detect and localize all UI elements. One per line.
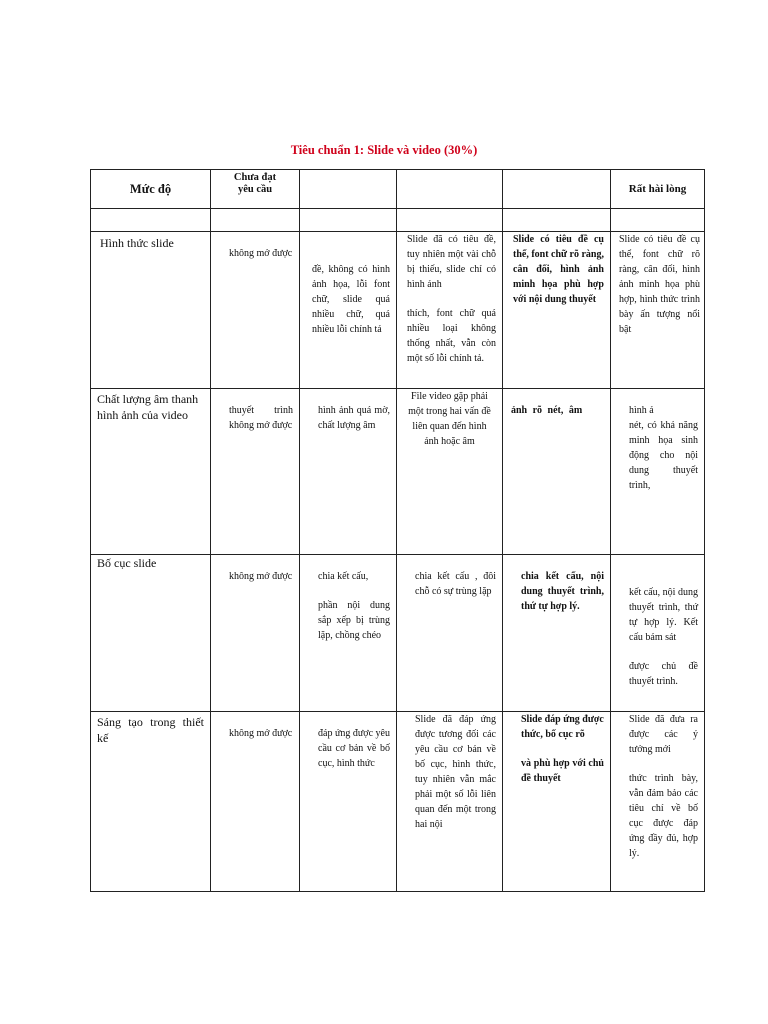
table-row: [91, 712, 705, 892]
blank-cell: [503, 209, 611, 232]
header-empty-1: [300, 170, 397, 209]
rating-cell: File video gặp phải một trong hai vấn đề liên quan đến hình ảnh hoặc âm: [397, 389, 503, 555]
header-not-met: Chưa đạt yêu cầu: [211, 170, 300, 209]
rubric-table: [90, 169, 705, 892]
header-row: [91, 170, 705, 209]
criterion-cell: Chất lượng âm thanh hình ảnh của video: [91, 389, 211, 555]
rating-cell: không mở được: [211, 712, 300, 892]
rating-cell: không mở được: [211, 555, 300, 712]
rating-cell: hình ả nét, có khả năng minh họa sinh động cho nội dung thuyết trình,: [611, 389, 705, 555]
rating-cell: Slide đã có tiêu đề, tuy nhiên một vài chỗ bị thiếu, slide chỉ có hình ảnh thích, font chữ quá nhiều loại không thống nhất, vẫn còn một số lỗi chính tả.: [397, 232, 503, 389]
rating-cell: kết cấu, nội dung thuyết trình, thứ tự hợp lý. Kết cấu bám sát được chủ đề thuyết trình.: [611, 555, 705, 712]
rating-cell: chia kết cấu, phần nội dung sắp xếp bị trùng lặp, chồng chéo: [300, 555, 397, 712]
rating-cell: Slide đã đáp ứng được tương đối các yêu cầu cơ bản về bố cục, hình thức, tuy nhiên vẫn mắc phải một số lỗi liên quan đến một trong hai nội: [397, 712, 503, 892]
rating-cell: chia kết cấu , đôi chỗ có sự trùng lặp: [397, 555, 503, 712]
rating-cell: Slide có tiêu đề cụ thể, font chữ rõ ràng, cân đối, hình ảnh minh họa phù hợp, hình thức trình bày ấn tượng nổi bật: [611, 232, 705, 389]
table-row: [91, 555, 705, 712]
criterion-cell: Sáng tạo trong thiết kế: [91, 712, 211, 892]
rating-cell: không mở được: [211, 232, 300, 389]
header-empty-2: [397, 170, 503, 209]
rating-cell: đáp ứng được yêu cầu cơ bản về bố cục, hình thức: [300, 712, 397, 892]
blank-cell: [397, 209, 503, 232]
blank-cell: [300, 209, 397, 232]
rating-cell: ảnh rõ nét, âm: [503, 389, 611, 555]
header-very-satisfied: Rất hài lòng: [611, 170, 705, 209]
blank-cell: [611, 209, 705, 232]
rating-cell: đề, không có hình ảnh họa, lỗi font chữ, slide quá nhiều chữ, quá nhiều lỗi chính tả: [300, 232, 397, 389]
rating-cell: hình ảnh quá mờ, chất lượng âm: [300, 389, 397, 555]
table-row: [91, 389, 705, 555]
criterion-cell: Hình thức slide: [91, 232, 211, 389]
header-level: Mức độ: [91, 170, 211, 209]
rating-cell: Slide đã đưa ra được các ý tưởng mới thức trình bày, vẫn đảm bảo các tiêu chí về bố cục được đáp ứng đầy đủ, hợp lý.: [611, 712, 705, 892]
page-title: Tiêu chuẩn 1: Slide và video (30%): [290, 143, 478, 157]
blank-cell: [91, 209, 211, 232]
table-row: [91, 232, 705, 389]
header-empty-3: [503, 170, 611, 209]
blank-cell: [211, 209, 300, 232]
blank-row: [91, 209, 705, 232]
rating-cell: Slide có tiêu đề cụ thể, font chữ rõ ràng, cân đối, hình ảnh minh họa phù hợp với nội dung thuyết: [503, 232, 611, 389]
rating-cell: Slide đáp ứng được thức, bố cục rõ và phù hợp với chủ đề thuyết: [503, 712, 611, 892]
rating-cell: chia kết cấu, nội dung thuyết trình, thứ tự hợp lý.: [503, 555, 611, 712]
criterion-cell: Bố cục slide: [91, 555, 211, 712]
rating-cell: thuyết trình không mở được: [211, 389, 300, 555]
